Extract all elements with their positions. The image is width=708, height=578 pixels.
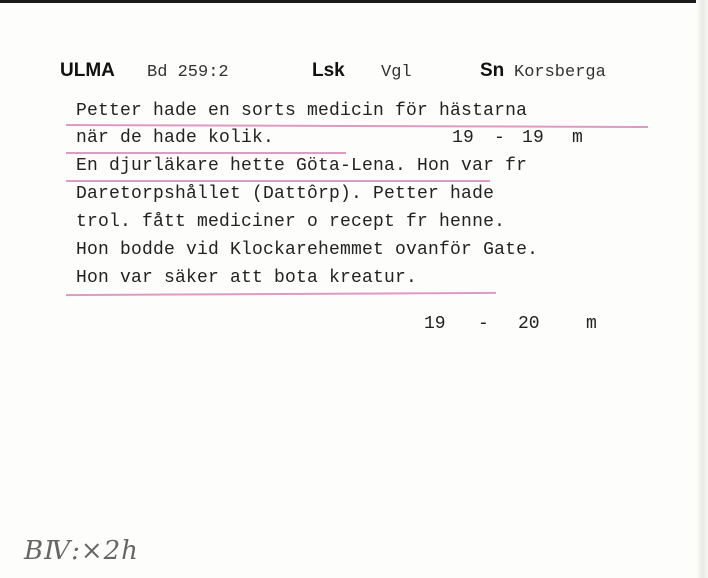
ref2-unit: m bbox=[586, 314, 597, 334]
ref1-dash: - bbox=[494, 128, 506, 148]
body-line-1: Petter hade en sorts medicin för hästarna bbox=[76, 101, 528, 121]
lsk-value: Vgl bbox=[381, 63, 412, 82]
ref1-b: 19 bbox=[522, 128, 545, 148]
body-line-5: trol. fått mediciner o recept fr henne. bbox=[76, 212, 506, 232]
handwritten-signature: BⅣ:×2h bbox=[24, 536, 139, 566]
body-line-7: Hon var säker att bota kreatur. bbox=[76, 268, 418, 288]
card-right-edge bbox=[696, 0, 708, 578]
underline-mark bbox=[66, 292, 496, 296]
ref1-a: 19 bbox=[452, 128, 475, 148]
body-line-2: när de hade kolik. bbox=[76, 128, 275, 148]
archive-value: Bd 259:2 bbox=[147, 63, 229, 82]
ref1-unit: m bbox=[572, 128, 584, 148]
archive-label: ULMA bbox=[60, 60, 115, 81]
body-line-3: En djurläkare hette Göta-Lena. Hon var fr bbox=[76, 156, 528, 176]
underline-mark bbox=[66, 180, 490, 182]
sn-label: Sn bbox=[480, 60, 505, 81]
body-line-6: Hon bodde vid Klockarehemmet ovanför Gate. bbox=[76, 240, 539, 260]
ref2-dash: - bbox=[478, 314, 489, 334]
sn-value: Korsberga bbox=[514, 63, 606, 82]
underline-mark bbox=[66, 152, 346, 154]
card-top-edge bbox=[0, 0, 708, 3]
ref2-b: 20 bbox=[518, 314, 540, 334]
ref2-a: 19 bbox=[424, 314, 446, 334]
body-line-4: Daretorpshållet (Dattôrp). Petter hade bbox=[76, 184, 495, 204]
lsk-label: Lsk bbox=[312, 60, 345, 81]
